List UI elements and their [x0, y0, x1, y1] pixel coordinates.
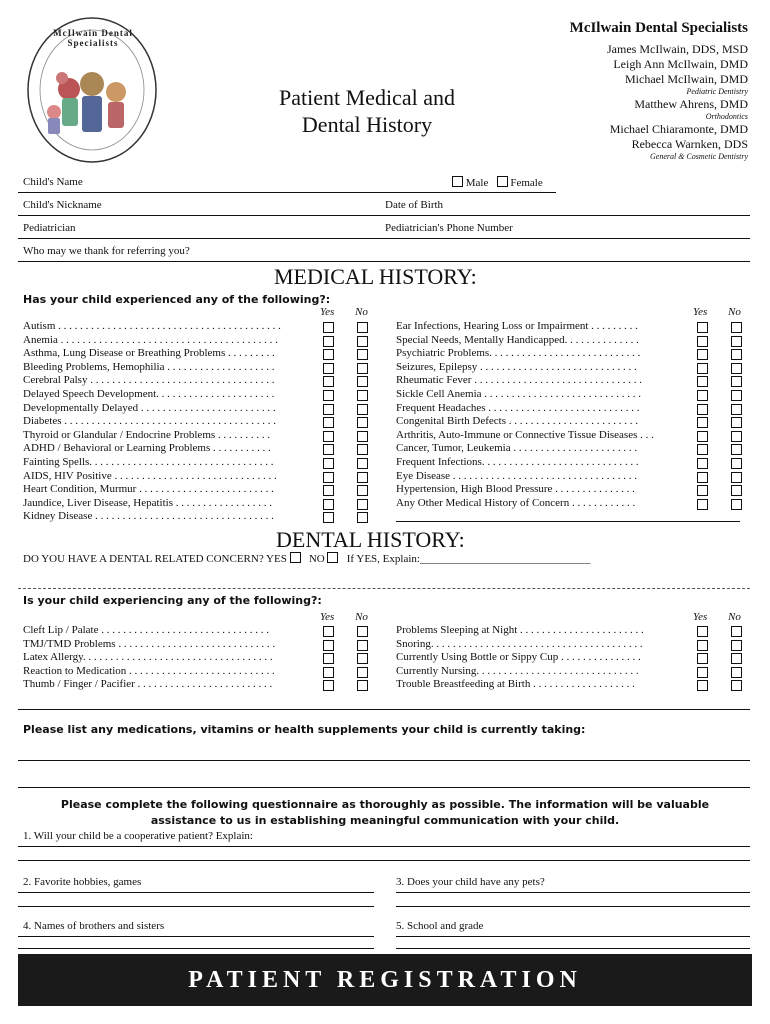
- no-checkbox[interactable]: [357, 336, 368, 347]
- dental-condition-item: Currently Nursing. . . . . . . . . . . . . . . . . . . . . . . . . . . . . .: [396, 664, 639, 677]
- answer-line[interactable]: [18, 860, 750, 861]
- no-checkbox[interactable]: [731, 349, 742, 360]
- dental-history-title: DENTAL HISTORY:: [276, 527, 465, 552]
- dental-yes-column[interactable]: [697, 626, 708, 694]
- yes-checkbox[interactable]: [697, 667, 708, 678]
- no-checkbox[interactable]: [731, 458, 742, 469]
- dental-condition-item: Latex Allergy. . . . . . . . . . . . . . . . . . . . . . . . . . . . . . . . . . .: [23, 651, 273, 664]
- medical-condition-item: Autism . . . . . . . . . . . . . . . . . . . . . . . . . . . . . . . . . . . . . . . . .: [23, 320, 281, 332]
- medical-condition-item: Psychiatric Problems. . . . . . . . . . . . . . . . . . . . . . . . . . . .: [396, 347, 641, 360]
- medical-condition-item: Cancer, Tumor, Leukemia . . . . . . . . . . . . . . . . . . . . . . .: [396, 442, 638, 455]
- question-1: 1. Will your child be a cooperative patient? Explain:: [23, 830, 253, 842]
- no-checkbox[interactable]: [731, 336, 742, 347]
- answer-line[interactable]: [18, 846, 750, 847]
- medical-condition-item: Any Other Medical History of Concern . . . . . . . . . . . .: [396, 496, 636, 509]
- medical-conditions-right: [396, 320, 692, 510]
- yes-checkbox[interactable]: [323, 431, 334, 442]
- concern-no-checkbox[interactable]: [327, 552, 338, 563]
- concern-explain[interactable]: If YES, Explain:_______________________________: [346, 553, 591, 565]
- medical-condition-item: Sickle Cell Anemia . . . . . . . . . . . . . . . . . . . . . . . . . . . . .: [396, 387, 642, 400]
- question-5: 5. School and grade: [396, 920, 484, 932]
- form-title-line-2: Dental History: [301, 112, 433, 137]
- no-checkbox[interactable]: [357, 653, 368, 664]
- no-checkbox[interactable]: [357, 417, 368, 428]
- dental-condition-item: Reaction to Medication . . . . . . . . . . . . . . . . . . . . . . . . . . .: [23, 664, 275, 677]
- yes-checkbox[interactable]: [323, 458, 334, 469]
- yes-checkbox[interactable]: [697, 349, 708, 360]
- medical-condition-item: Delayed Speech Development. . . . . . . . . . . . . . . . . . . . . .: [23, 387, 275, 400]
- medical-condition-item: Developmentally Delayed . . . . . . . . . . . . . . . . . . . . . . . . .: [23, 401, 276, 414]
- dental-condition-item: Cleft Lip / Palate . . . . . . . . . . . . . . . . . . . . . . . . . . . . . . .: [23, 624, 269, 636]
- answer-line[interactable]: [18, 892, 374, 893]
- dental-condition-item: Trouble Breastfeeding at Birth . . . . . . . . . . . . . . . . . . .: [396, 678, 635, 691]
- no-checkbox[interactable]: [731, 417, 742, 428]
- dental-condition-item: Snoring. . . . . . . . . . . . . . . . . . . . . . . . . . . . . . . . . . . . . . .: [396, 637, 643, 650]
- doctor-name: Michael Chiaramonte, DMD: [609, 122, 748, 136]
- answer-line[interactable]: [18, 906, 374, 907]
- medical-condition-item: Frequent Headaches . . . . . . . . . . . . . . . . . . . . . . . . . . . .: [396, 401, 640, 414]
- no-checkbox[interactable]: [357, 376, 368, 387]
- medical-condition-item: Jaundice, Liver Disease, Hepatitis . . . . . . . . . . . . . . . . . .: [23, 496, 272, 509]
- medical-condition-item: Special Needs, Mentally Handicapped. . . . . . . . . . . . . .: [396, 333, 639, 346]
- yes-checkbox[interactable]: [323, 653, 334, 664]
- dental-condition-item: Problems Sleeping at Night . . . . . . . . . . . . . . . . . . . . . . .: [396, 624, 644, 636]
- doctor-name: Matthew Ahrens, DMD: [634, 97, 748, 111]
- yes-header: Yes: [320, 611, 335, 623]
- yes-checkbox[interactable]: [697, 363, 708, 374]
- question-2: 2. Favorite hobbies, games: [23, 876, 142, 888]
- question-4: 4. Names of brothers and sisters: [23, 920, 165, 932]
- yes-checkbox[interactable]: [697, 431, 708, 442]
- male-checkbox[interactable]: [452, 176, 463, 187]
- yes-checkbox[interactable]: [697, 322, 708, 333]
- yes-checkbox[interactable]: [697, 485, 708, 496]
- specialty-label: General & Cosmetic Dentistry: [650, 152, 748, 161]
- no-checkbox[interactable]: [731, 499, 742, 510]
- dental-no-column[interactable]: [731, 626, 742, 694]
- yes-checkbox[interactable]: [323, 472, 334, 483]
- dental-concern-label: DO YOU HAVE A DENTAL RELATED CONCERN? YES: [23, 553, 287, 565]
- section-divider: [18, 709, 750, 710]
- yes-checkbox[interactable]: [697, 653, 708, 664]
- yes-checkbox[interactable]: [697, 444, 708, 455]
- no-checkbox[interactable]: [357, 680, 368, 691]
- nickname-label: Child's Nickname: [23, 199, 102, 211]
- doctor-name: James McIlwain, DDS, MSD: [607, 42, 748, 56]
- no-header: No: [728, 306, 741, 318]
- medical-condition-item: Thyroid or Glandular / Endocrine Problems . . . . . . . . . .: [23, 428, 271, 441]
- no-checkbox[interactable]: [357, 322, 368, 333]
- medical-no-column[interactable]: [731, 322, 742, 512]
- no-checkbox[interactable]: [357, 349, 368, 360]
- medical-prompt: Has your child experienced any of the following?:: [23, 293, 331, 306]
- medical-yes-column[interactable]: [323, 322, 334, 526]
- answer-line[interactable]: [396, 948, 750, 949]
- medical-condition-item: Diabetes . . . . . . . . . . . . . . . . . . . . . . . . . . . . . . . . . . . . . . .: [23, 415, 276, 428]
- yes-checkbox[interactable]: [323, 512, 334, 523]
- yes-checkbox[interactable]: [323, 680, 334, 691]
- no-header: No: [355, 306, 368, 318]
- no-checkbox[interactable]: [357, 626, 368, 637]
- no-checkbox[interactable]: [357, 404, 368, 415]
- concern-no-label: NO: [308, 553, 325, 565]
- no-checkbox[interactable]: [731, 640, 742, 651]
- no-checkbox[interactable]: [357, 390, 368, 401]
- dental-condition-item: TMJ/TMD Problems . . . . . . . . . . . . . . . . . . . . . . . . . . . . .: [23, 637, 276, 650]
- medical-condition-item: Fainting Spells. . . . . . . . . . . . . . . . . . . . . . . . . . . . . . . . . .: [23, 455, 274, 468]
- no-checkbox[interactable]: [731, 667, 742, 678]
- yes-checkbox[interactable]: [323, 336, 334, 347]
- form-title: [262, 84, 472, 138]
- no-checkbox[interactable]: [357, 485, 368, 496]
- logo-text: McIlwain Dental Specialists: [53, 28, 133, 48]
- questionnaire-intro-2: assistance to us in establishing meaningful communication with your child.: [150, 814, 620, 827]
- pediatrician-label: Pediatrician: [23, 222, 76, 234]
- gender-options: [452, 176, 543, 189]
- yes-checkbox[interactable]: [323, 626, 334, 637]
- form-title-line-1: Patient Medical and: [279, 85, 455, 110]
- medical-condition-item: Bleeding Problems, Hemophilia . . . . . . . . . . . . . . . . . . . .: [23, 360, 275, 373]
- medical-condition-item: Rheumatic Fever . . . . . . . . . . . . . . . . . . . . . . . . . . . . . . .: [396, 374, 642, 387]
- no-checkbox[interactable]: [357, 363, 368, 374]
- yes-header: Yes: [320, 306, 335, 318]
- dental-prompt: Is your child experiencing any of the following?:: [23, 594, 322, 607]
- yes-checkbox[interactable]: [697, 472, 708, 483]
- medical-condition-item: Seizures, Epilepsy . . . . . . . . . . . . . . . . . . . . . . . . . . . . .: [396, 360, 637, 373]
- medical-conditions-left: [23, 320, 318, 524]
- no-checkbox[interactable]: [731, 485, 742, 496]
- child-name-label: Child's Name: [23, 176, 83, 188]
- answer-line[interactable]: [396, 906, 750, 907]
- medical-condition-item: Asthma, Lung Disease or Breathing Problems . . . . . . . . .: [23, 347, 275, 360]
- dental-condition-item: Thumb / Finger / Pacifier . . . . . . . . . . . . . . . . . . . . . . . . .: [23, 678, 273, 691]
- no-checkbox[interactable]: [731, 653, 742, 664]
- yes-checkbox[interactable]: [323, 417, 334, 428]
- medications-prompt: Please list any medications, vitamins or health supplements your child is currently taking:: [23, 723, 586, 736]
- no-checkbox[interactable]: [731, 390, 742, 401]
- no-checkbox[interactable]: [731, 431, 742, 442]
- yes-checkbox[interactable]: [323, 322, 334, 333]
- child-name-line[interactable]: [18, 192, 556, 193]
- medical-condition-item: Kidney Disease . . . . . . . . . . . . . . . . . . . . . . . . . . . . . . . . .: [23, 510, 274, 523]
- referral-line[interactable]: [18, 261, 750, 262]
- answer-line[interactable]: [18, 936, 374, 937]
- medical-condition-item: Ear Infections, Hearing Loss or Impairment . . . . . . . . .: [396, 320, 638, 332]
- no-checkbox[interactable]: [357, 499, 368, 510]
- dental-condition-item: Currently Using Bottle or Sippy Cup . . . . . . . . . . . . . . .: [396, 651, 641, 664]
- no-header: No: [355, 611, 368, 623]
- no-checkbox[interactable]: [731, 472, 742, 483]
- dental-no-column[interactable]: [357, 626, 368, 694]
- yes-header: Yes: [693, 306, 708, 318]
- no-checkbox[interactable]: [357, 667, 368, 678]
- no-checkbox[interactable]: [731, 404, 742, 415]
- no-checkbox[interactable]: [731, 444, 742, 455]
- specialty-label: Orthodontics: [705, 112, 748, 121]
- no-checkbox[interactable]: [357, 458, 368, 469]
- medical-condition-item: Congenital Birth Defects . . . . . . . . . . . . . . . . . . . . . . . .: [396, 415, 638, 428]
- no-header: No: [728, 611, 741, 623]
- yes-checkbox[interactable]: [323, 376, 334, 387]
- doctor-name: Michael McIlwain, DMD: [625, 72, 748, 86]
- yes-checkbox[interactable]: [697, 499, 708, 510]
- doctor-name: Leigh Ann McIlwain, DMD: [613, 57, 748, 71]
- explain-line[interactable]: [18, 588, 750, 589]
- dob-label: Date of Birth: [385, 199, 444, 211]
- yes-checkbox[interactable]: [697, 336, 708, 347]
- yes-checkbox[interactable]: [697, 404, 708, 415]
- no-checkbox[interactable]: [357, 512, 368, 523]
- medical-condition-item: Frequent Infections. . . . . . . . . . . . . . . . . . . . . . . . . . . . .: [396, 455, 639, 468]
- yes-checkbox[interactable]: [323, 349, 334, 360]
- no-checkbox[interactable]: [357, 640, 368, 651]
- nickname-line[interactable]: [18, 215, 750, 216]
- no-checkbox[interactable]: [731, 376, 742, 387]
- ped-phone-label: Pediatrician's Phone Number: [385, 222, 513, 234]
- dental-concern-row: [23, 552, 590, 565]
- yes-header: Yes: [693, 611, 708, 623]
- medical-condition-item: AIDS, HIV Positive . . . . . . . . . . . . . . . . . . . . . . . . . . . . . .: [23, 469, 277, 482]
- pediatrician-line[interactable]: [18, 238, 750, 239]
- yes-checkbox[interactable]: [697, 417, 708, 428]
- medical-condition-item: Anemia . . . . . . . . . . . . . . . . . . . . . . . . . . . . . . . . . . . . . . . .: [23, 333, 278, 346]
- no-checkbox[interactable]: [731, 322, 742, 333]
- no-checkbox[interactable]: [731, 363, 742, 374]
- yes-checkbox[interactable]: [323, 404, 334, 415]
- yes-checkbox[interactable]: [323, 485, 334, 496]
- medical-condition-item: Eye Disease . . . . . . . . . . . . . . . . . . . . . . . . . . . . . . . . . .: [396, 469, 638, 482]
- patient-registration-banner: PATIENT REGISTRATION: [18, 954, 752, 1006]
- yes-checkbox[interactable]: [323, 363, 334, 374]
- answer-line[interactable]: [396, 892, 750, 893]
- medical-condition-item: ADHD / Behavioral or Learning Problems . . . . . . . . . . .: [23, 442, 271, 455]
- answer-line[interactable]: [396, 936, 750, 937]
- doctor-name: Rebecca Warnken, DDS: [631, 137, 748, 151]
- practice-name: McIlwain Dental Specialists: [569, 20, 748, 36]
- male-label: Male: [465, 177, 489, 189]
- yes-checkbox[interactable]: [697, 680, 708, 691]
- female-label: Female: [510, 177, 543, 189]
- question-3: 3. Does your child have any pets?: [396, 876, 545, 888]
- medical-no-column[interactable]: [357, 322, 368, 526]
- yes-checkbox[interactable]: [323, 444, 334, 455]
- medical-history-title: MEDICAL HISTORY:: [274, 264, 477, 289]
- medications-line-1[interactable]: [18, 760, 750, 761]
- medical-yes-column[interactable]: [697, 322, 708, 512]
- questionnaire-intro-1: Please complete the following questionnaire as thoroughly as possible. The information will be valuable: [60, 798, 710, 811]
- medical-condition-item: Heart Condition, Murmur . . . . . . . . . . . . . . . . . . . . . . . . .: [23, 483, 274, 496]
- medical-condition-item: Hypertension, High Blood Pressure . . . . . . . . . . . . . . .: [396, 483, 635, 496]
- yes-checkbox[interactable]: [697, 640, 708, 651]
- medical-condition-item: Cerebral Palsy . . . . . . . . . . . . . . . . . . . . . . . . . . . . . . . . . .: [23, 374, 275, 387]
- yes-checkbox[interactable]: [323, 390, 334, 401]
- specialty-label: Pediatric Dentistry: [686, 87, 748, 96]
- no-checkbox[interactable]: [731, 626, 742, 637]
- yes-checkbox[interactable]: [323, 667, 334, 678]
- no-checkbox[interactable]: [357, 431, 368, 442]
- concern-yes-checkbox[interactable]: [290, 552, 301, 563]
- no-checkbox[interactable]: [731, 680, 742, 691]
- dental-conditions-left: [23, 624, 318, 692]
- referral-label: Who may we thank for referring you?: [23, 245, 190, 257]
- other-concern-line[interactable]: [396, 521, 740, 522]
- yes-checkbox[interactable]: [697, 376, 708, 387]
- medications-line-2[interactable]: [18, 787, 750, 788]
- yes-checkbox[interactable]: [323, 499, 334, 510]
- dental-conditions-right: [396, 624, 692, 692]
- no-checkbox[interactable]: [357, 472, 368, 483]
- answer-line[interactable]: [18, 948, 374, 949]
- dental-yes-column[interactable]: [323, 626, 334, 694]
- yes-checkbox[interactable]: [323, 640, 334, 651]
- yes-checkbox[interactable]: [697, 626, 708, 637]
- yes-checkbox[interactable]: [697, 458, 708, 469]
- no-checkbox[interactable]: [357, 444, 368, 455]
- practice-info: [488, 20, 748, 162]
- medical-condition-item: Arthritis, Auto-Immune or Connective Tissue Diseases . . .: [396, 428, 654, 441]
- yes-checkbox[interactable]: [697, 390, 708, 401]
- female-checkbox[interactable]: [497, 176, 508, 187]
